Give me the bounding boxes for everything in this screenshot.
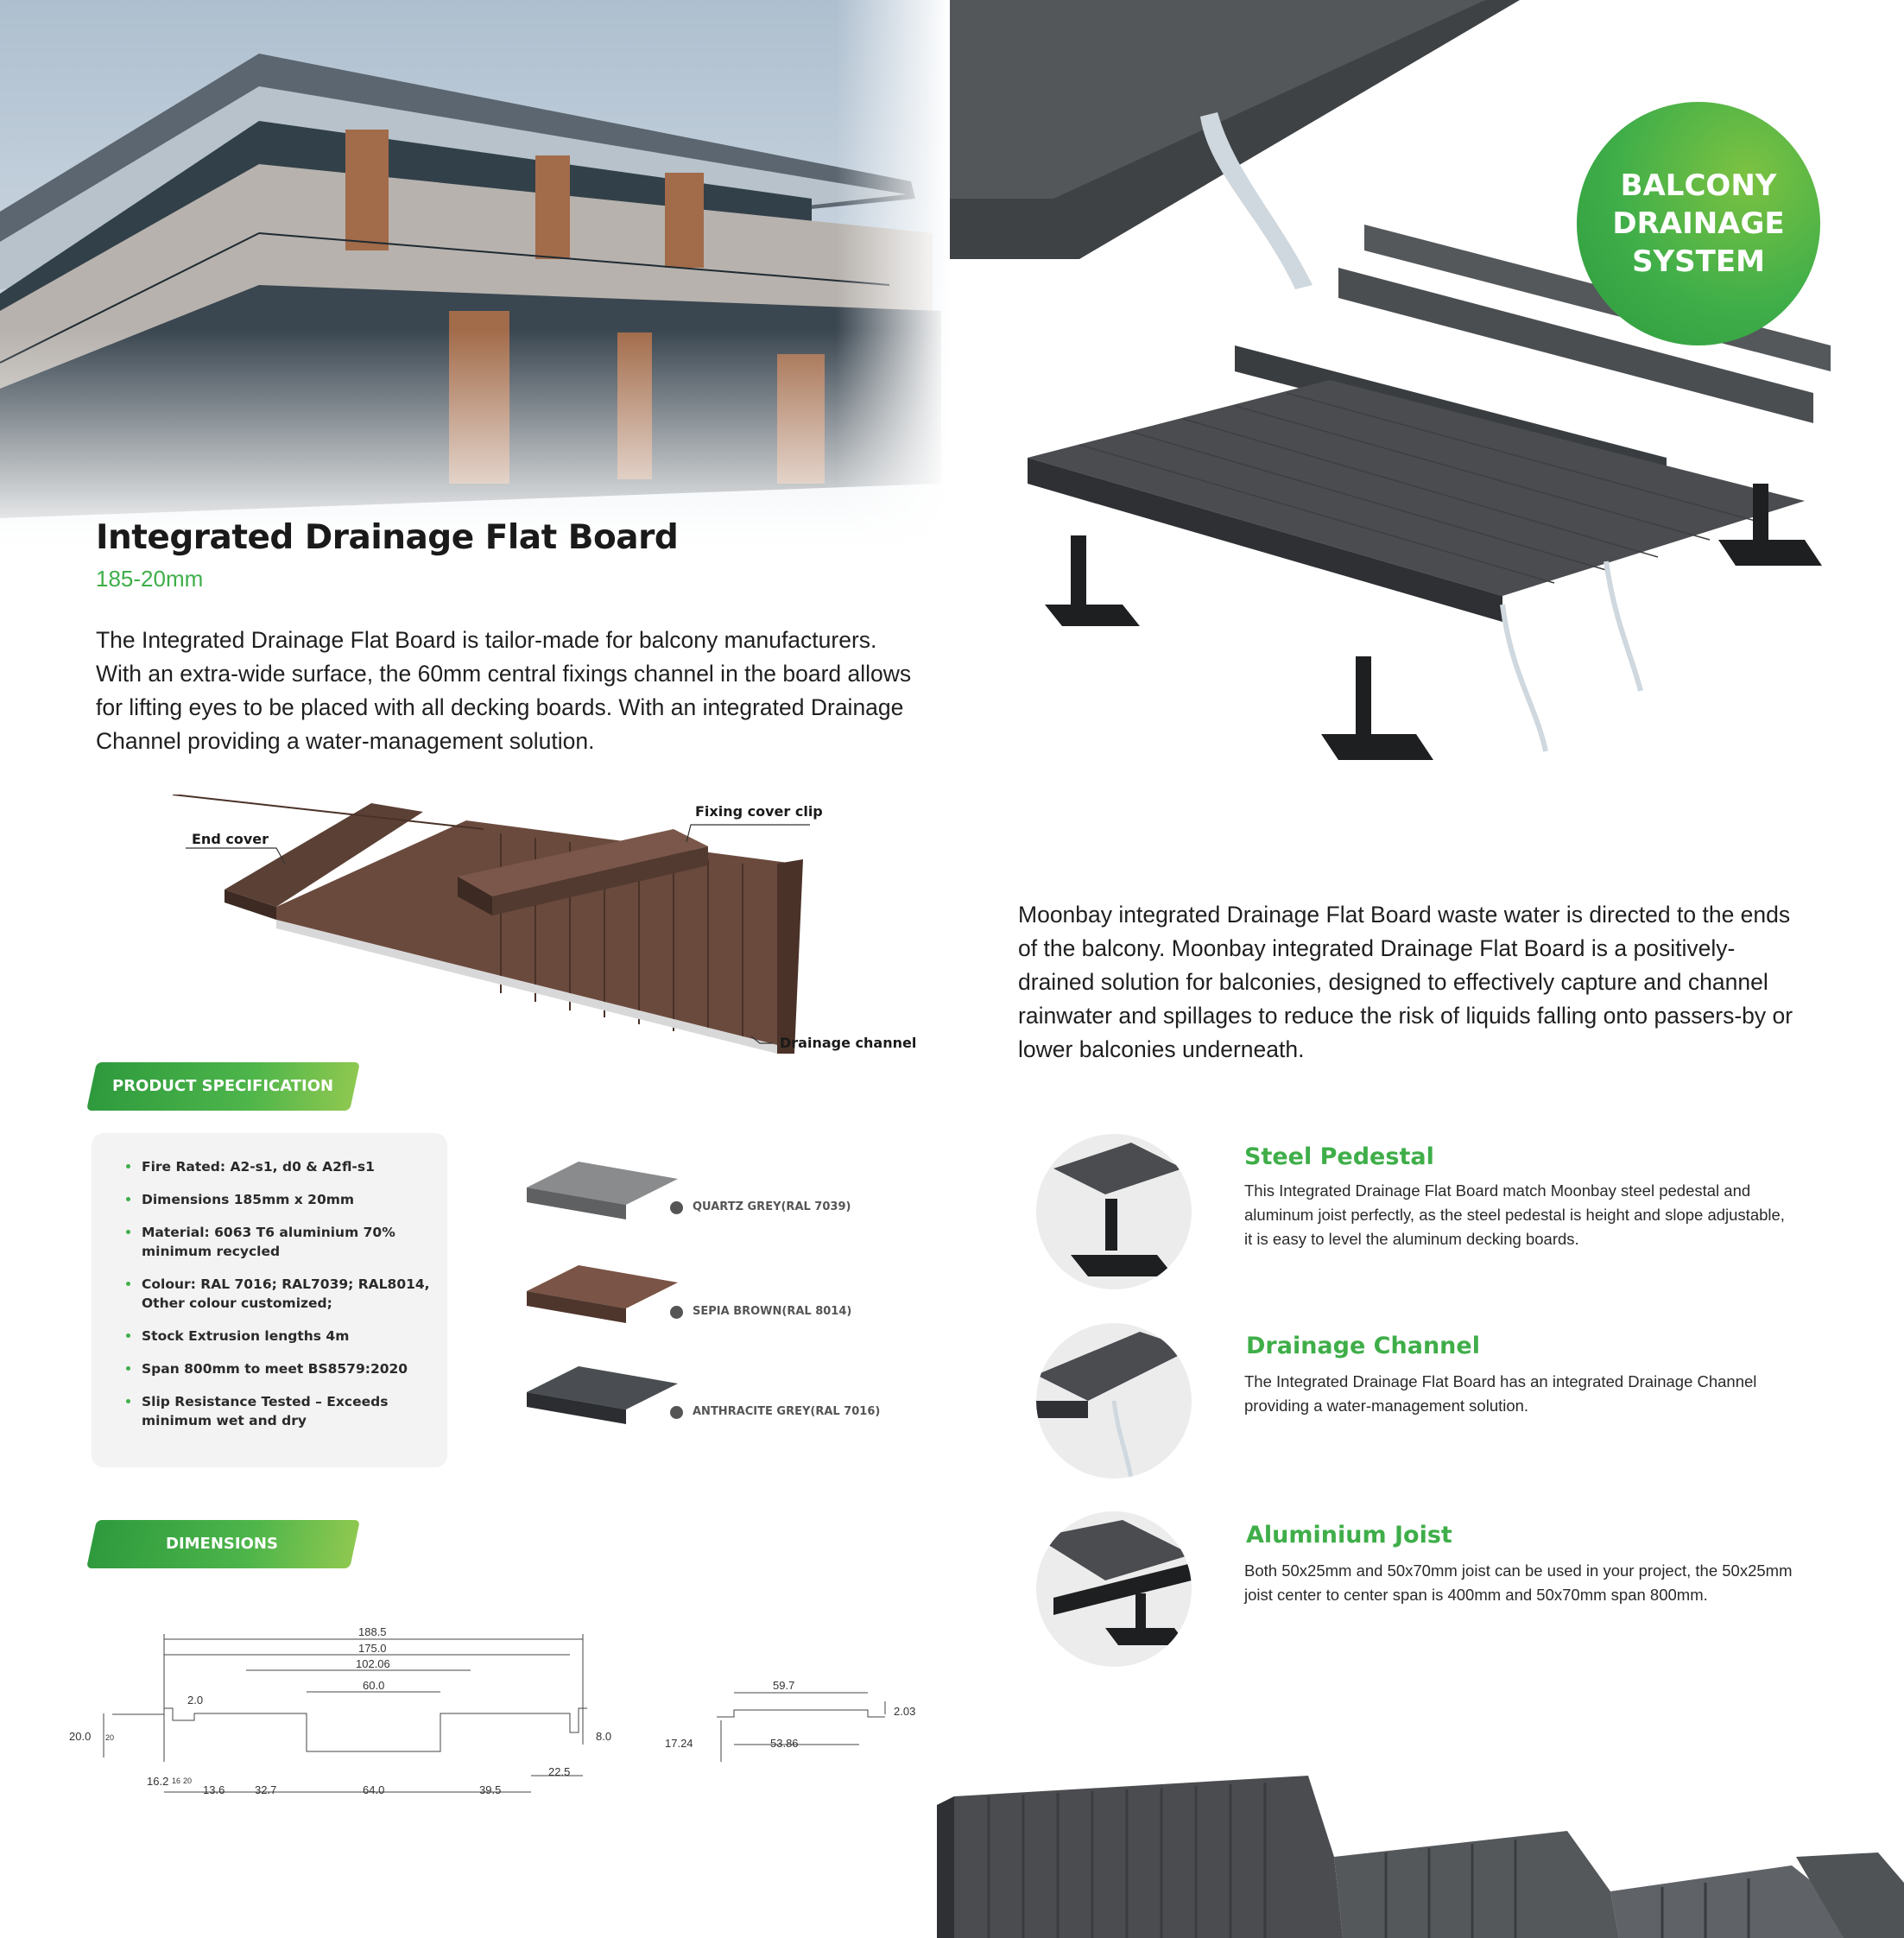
feature-image-drainage-channel (1036, 1323, 1192, 1479)
balcony-drainage-render (950, 0, 1904, 777)
colour-dot-quartz-grey (670, 1201, 683, 1214)
spec-item: Fire Rated: A2-s1, d0 & A2fl-s1 (126, 1157, 437, 1176)
product-title: Integrated Drainage Flat Board (96, 518, 679, 557)
dim-label: 8.0 (596, 1730, 612, 1743)
dim-label: 20.0 (69, 1730, 92, 1743)
dim-label: 13.6 (203, 1783, 225, 1796)
feature-text: The Integrated Drainage Flat Board has an integrated Drainage Channel providing a water-management solution. (1244, 1372, 1757, 1415)
feature-title: Aluminium Joist (1246, 1522, 1452, 1548)
swatch-anthracite-grey (527, 1362, 678, 1427)
spec-item: Material: 6063 T6 aluminium 70% minimum recycled (126, 1223, 437, 1261)
dim-label: 22.5 (548, 1765, 571, 1778)
board-exploded-diagram (173, 795, 933, 1071)
balcony-drainage-badge (1577, 102, 1820, 345)
spec-panel (92, 1133, 447, 1467)
dim-label: 175.0 (358, 1642, 387, 1655)
feature-svg-steel-pedestal (1036, 1134, 1192, 1289)
dimensions-section-label: DIMENSIONS (166, 1535, 278, 1553)
dimension-drawing (52, 1624, 933, 1814)
dim-label: 2.0 (187, 1694, 204, 1707)
dim-small-label: 20 (105, 1733, 115, 1742)
dim-label: 60.0 (363, 1679, 385, 1692)
dim-clip-label: 59.7 (773, 1679, 795, 1692)
spec-item: Colour: RAL 7016; RAL7039; RAL8014, Other colour customized; (126, 1275, 437, 1313)
spec-item: Slip Resistance Tested – Exceeds minimum wet and dry (126, 1392, 437, 1430)
swatch-quartz-grey (527, 1157, 678, 1222)
spec-item: Span 800mm to meet BS8579:2020 (126, 1359, 437, 1378)
dim-label: 32.7 (255, 1783, 277, 1796)
colour-dot-sepia-brown (670, 1306, 683, 1319)
dim-clip-label: 17.24 (665, 1737, 693, 1750)
dim-label: 39.5 (479, 1783, 502, 1796)
callout-end-cover: End cover (192, 831, 269, 847)
callout-fixing-cover-clip: Fixing cover clip (695, 803, 823, 820)
colour-label-sepia-brown: SEPIA BROWN(RAL 8014) (693, 1305, 852, 1318)
feature-text: Both 50x25mm and 50x70mm joist can be used in your project, the 50x25mm joist center to center span is 400mm and 50x70mm span 800mm. (1244, 1561, 1793, 1604)
swatch-sepia-brown (527, 1261, 678, 1326)
building-photo (0, 0, 950, 548)
dim-label: 188.5 (358, 1625, 387, 1638)
product-subtitle: 185-20mm (96, 566, 204, 592)
feature-svg-drainage-channel (1036, 1323, 1192, 1479)
feature-image-steel-pedestal (1036, 1134, 1192, 1289)
badge-text: BALCONY DRAINAGE SYSTEM (1612, 168, 1785, 279)
feature-image-aluminium-joist (1036, 1511, 1192, 1667)
dim-clip-label: 53.86 (770, 1737, 799, 1750)
dim-small-label: 20 (183, 1776, 193, 1785)
dim-clip-label: 2.03 (894, 1705, 916, 1718)
product-intro: The Integrated Drainage Flat Board is tailor-made for balcony manufacturers. With an extra-wide surface, the 60mm central fixings channel in the board allows for lifting eyes to be placed with all decking boards. With an integrated Drainage Channel providing a water-management solution. (96, 627, 912, 754)
spec-list (126, 1157, 437, 1444)
colour-label-quartz-grey: QUARTZ GREY(RAL 7039) (693, 1200, 851, 1213)
dim-label: 102.06 (356, 1657, 390, 1670)
drainage-description: Moonbay integrated Drainage Flat Board waste water is directed to the ends of the balcony. Moonbay integrated Drainage Flat Board is a positively-drained solution for balconies, designed to effectively capture and channel rainwater and spillages to reduce the risk of liquids falling onto passers-by or lower balconies underneath. (1018, 902, 1793, 1062)
spec-section-label: PRODUCT SPECIFICATION (112, 1077, 334, 1095)
spec-item: Stock Extrusion lengths 4m (126, 1327, 437, 1346)
spec-item: Dimensions 185mm x 20mm (126, 1190, 437, 1209)
dim-small-label: 16 (172, 1776, 181, 1785)
feature-title: Steel Pedestal (1244, 1143, 1434, 1170)
feature-svg-aluminium-joist (1036, 1511, 1192, 1667)
feature-title: Drainage Channel (1246, 1333, 1480, 1359)
deck-boards-render (928, 1770, 1904, 1938)
feature-text: This Integrated Drainage Flat Board match Moonbay steel pedestal and aluminum joist perfectly, as the steel pedestal is height and slope adjustable, it is easy to level the aluminum decking boards. (1244, 1181, 1785, 1248)
callout-drainage-channel: Drainage channel (780, 1035, 917, 1051)
colour-dot-anthracite-grey (670, 1406, 683, 1419)
colour-label-anthracite-grey: ANTHRACITE GREY(RAL 7016) (693, 1405, 881, 1418)
dim-label: 16.2 (147, 1775, 169, 1788)
dim-label: 64.0 (363, 1783, 385, 1796)
